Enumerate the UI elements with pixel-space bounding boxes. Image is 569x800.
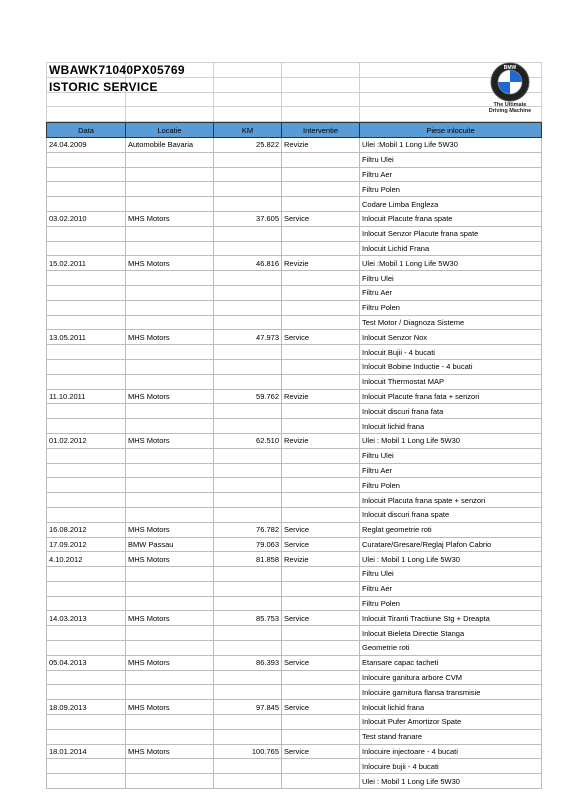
table-row	[47, 581, 542, 596]
page-title: ISTORIC SERVICE	[49, 80, 158, 94]
cell-intervention	[282, 729, 360, 744]
cell-intervention	[282, 567, 360, 582]
cell-date: 18.09.2013	[47, 700, 126, 715]
cell-parts: Inlocuit discuri frana fata	[360, 404, 542, 419]
cell-intervention	[282, 715, 360, 730]
cell-parts: Reglat geometrie roti	[360, 522, 542, 537]
cell-parts: Inlocuit Lichid Frana	[360, 241, 542, 256]
cell-location	[126, 493, 214, 508]
tagline-line-1: The Ultimate	[493, 102, 527, 108]
cell-km: 85.753	[214, 611, 282, 626]
cell-location: MHS Motors	[126, 611, 214, 626]
cell-km	[214, 626, 282, 641]
table-row	[47, 137, 542, 152]
cell-km	[214, 285, 282, 300]
table-row	[47, 522, 542, 537]
table-row	[47, 596, 542, 611]
cell-km: 47.973	[214, 330, 282, 345]
cell-parts: Inlocuire ganitura arbore CVM	[360, 670, 542, 685]
cell-parts: Filtru Aer	[360, 285, 542, 300]
cell-parts: Ulei : Mobil 1 Long Life 5W30	[360, 774, 542, 789]
table-row	[47, 167, 542, 182]
cell-parts: Test stand franare	[360, 729, 542, 744]
cell-date	[47, 241, 126, 256]
cell-km	[214, 729, 282, 744]
cell-parts: Inlocuit discuri frana spate	[360, 507, 542, 522]
cell-date	[47, 463, 126, 478]
cell-km	[214, 197, 282, 212]
cell-location: MHS Motors	[126, 256, 214, 271]
cell-date	[47, 774, 126, 789]
cell-km	[214, 641, 282, 656]
cell-intervention: Service	[282, 211, 360, 226]
cell-intervention	[282, 670, 360, 685]
cell-parts: Inlocuit Bujii - 4 bucati	[360, 345, 542, 360]
cell-parts: Filtru Polen	[360, 596, 542, 611]
cell-km: 76.782	[214, 522, 282, 537]
cell-km	[214, 715, 282, 730]
table-row	[47, 197, 542, 212]
cell-location	[126, 152, 214, 167]
table-row	[47, 285, 542, 300]
cell-location	[126, 404, 214, 419]
cell-date	[47, 641, 126, 656]
cell-location	[126, 581, 214, 596]
cell-parts: Inlocuit lichid frana	[360, 700, 542, 715]
cell-parts: Ulei : Mobil 1 Long Life 5W30	[360, 552, 542, 567]
cell-location	[126, 626, 214, 641]
table-row	[47, 256, 542, 271]
cell-location	[126, 774, 214, 789]
cell-intervention	[282, 404, 360, 419]
cell-date	[47, 182, 126, 197]
cell-location	[126, 345, 214, 360]
cell-parts: Filtru Polen	[360, 182, 542, 197]
cell-intervention	[282, 463, 360, 478]
cell-km	[214, 774, 282, 789]
cell-intervention	[282, 345, 360, 360]
cell-location	[126, 182, 214, 197]
table-row	[47, 419, 542, 434]
cell-parts: Filtru Ulei	[360, 567, 542, 582]
cell-location	[126, 729, 214, 744]
cell-intervention	[282, 685, 360, 700]
bmw-logo	[480, 62, 540, 120]
cell-km: 46.816	[214, 256, 282, 271]
table-row	[47, 404, 542, 419]
cell-parts: Ulei :Mobil 1 Long Life 5W30	[360, 137, 542, 152]
cell-location	[126, 685, 214, 700]
cell-km: 81.858	[214, 552, 282, 567]
cell-location	[126, 478, 214, 493]
cell-location	[126, 670, 214, 685]
table-row	[47, 655, 542, 670]
table-row	[47, 744, 542, 759]
cell-km: 86.393	[214, 655, 282, 670]
cell-intervention	[282, 641, 360, 656]
cell-location: MHS Motors	[126, 211, 214, 226]
cell-location	[126, 271, 214, 286]
column-header-intervention: Interventie	[282, 123, 360, 138]
cell-km	[214, 478, 282, 493]
cell-intervention	[282, 581, 360, 596]
cell-intervention	[282, 285, 360, 300]
cell-location	[126, 167, 214, 182]
cell-intervention	[282, 182, 360, 197]
table-row	[47, 182, 542, 197]
table-row	[47, 241, 542, 256]
table-row	[47, 507, 542, 522]
cell-parts: Filtru Polen	[360, 478, 542, 493]
cell-km	[214, 463, 282, 478]
table-row	[47, 448, 542, 463]
table-row	[47, 374, 542, 389]
cell-intervention: Revizie	[282, 256, 360, 271]
cell-km: 25.822	[214, 137, 282, 152]
cell-date: 16.08.2012	[47, 522, 126, 537]
cell-km	[214, 374, 282, 389]
service-table	[46, 122, 542, 789]
table-row	[47, 641, 542, 656]
table-row	[47, 271, 542, 286]
cell-date	[47, 315, 126, 330]
cell-intervention	[282, 419, 360, 434]
table-row	[47, 552, 542, 567]
cell-parts: Inlocuit Placute frana spate	[360, 211, 542, 226]
cell-km	[214, 152, 282, 167]
cell-intervention: Service	[282, 744, 360, 759]
cell-location	[126, 715, 214, 730]
cell-parts: Geometrie roti	[360, 641, 542, 656]
cell-date	[47, 285, 126, 300]
cell-intervention	[282, 493, 360, 508]
table-row	[47, 359, 542, 374]
table-row	[47, 330, 542, 345]
cell-km	[214, 226, 282, 241]
cell-date	[47, 507, 126, 522]
cell-intervention	[282, 359, 360, 374]
cell-parts: Inlocuit Tiranti Tractiune Stg + Dreapta	[360, 611, 542, 626]
cell-parts: Filtru Ulei	[360, 271, 542, 286]
tagline-line-2: Driving Machine	[488, 108, 532, 114]
cell-date: 15.02.2011	[47, 256, 126, 271]
cell-location	[126, 596, 214, 611]
cell-location: MHS Motors	[126, 330, 214, 345]
cell-location	[126, 315, 214, 330]
cell-intervention	[282, 478, 360, 493]
cell-intervention	[282, 167, 360, 182]
cell-km: 59.762	[214, 389, 282, 404]
cell-intervention: Revizie	[282, 137, 360, 152]
cell-parts: Filtru Ulei	[360, 448, 542, 463]
cell-date	[47, 596, 126, 611]
cell-date	[47, 197, 126, 212]
table-row	[47, 715, 542, 730]
cell-intervention	[282, 226, 360, 241]
cell-location	[126, 285, 214, 300]
cell-location	[126, 759, 214, 774]
cell-location: MHS Motors	[126, 389, 214, 404]
cell-location: MHS Motors	[126, 522, 214, 537]
cell-date	[47, 478, 126, 493]
vin-number: WBAWK71040PX05769	[49, 63, 185, 77]
cell-km	[214, 167, 282, 182]
cell-km	[214, 404, 282, 419]
logo-text: BMW	[503, 65, 517, 71]
table-row	[47, 300, 542, 315]
cell-intervention: Service	[282, 537, 360, 552]
table-row	[47, 729, 542, 744]
cell-date	[47, 670, 126, 685]
cell-intervention	[282, 596, 360, 611]
cell-km	[214, 359, 282, 374]
cell-km	[214, 596, 282, 611]
cell-date	[47, 581, 126, 596]
cell-km	[214, 300, 282, 315]
cell-date: 14.03.2013	[47, 611, 126, 626]
cell-location: MHS Motors	[126, 433, 214, 448]
table-row	[47, 670, 542, 685]
table-row	[47, 345, 542, 360]
cell-date	[47, 715, 126, 730]
table-row	[47, 493, 542, 508]
cell-intervention	[282, 374, 360, 389]
cell-km	[214, 182, 282, 197]
cell-location	[126, 241, 214, 256]
cell-km	[214, 670, 282, 685]
cell-intervention	[282, 626, 360, 641]
cell-location	[126, 197, 214, 212]
cell-km	[214, 345, 282, 360]
cell-date	[47, 626, 126, 641]
table-row	[47, 537, 542, 552]
cell-date: 13.05.2011	[47, 330, 126, 345]
cell-parts: Inlocuit Placuta frana spate + senzori	[360, 493, 542, 508]
cell-date	[47, 759, 126, 774]
cell-parts: Inlocuire injectoare - 4 bucati	[360, 744, 542, 759]
cell-date: 17.09.2012	[47, 537, 126, 552]
cell-parts: Inlocuit Placute frana fata + senzori	[360, 389, 542, 404]
cell-parts: Inlocuit Bieleta Directie Stanga	[360, 626, 542, 641]
cell-parts: Inlocuit Senzor Placute frana spate	[360, 226, 542, 241]
cell-date	[47, 359, 126, 374]
cell-intervention	[282, 507, 360, 522]
cell-date	[47, 493, 126, 508]
column-header-parts: Piese inlocuite	[360, 123, 542, 138]
cell-location	[126, 300, 214, 315]
cell-intervention: Service	[282, 655, 360, 670]
cell-intervention	[282, 759, 360, 774]
cell-location: BMW Passau	[126, 537, 214, 552]
table-row	[47, 759, 542, 774]
cell-parts: Inlocuit lichid frana	[360, 419, 542, 434]
cell-date: 4.10.2012	[47, 552, 126, 567]
column-header-location: Locatie	[126, 123, 214, 138]
cell-location	[126, 463, 214, 478]
cell-date: 24.04.2009	[47, 137, 126, 152]
cell-location	[126, 507, 214, 522]
service-history-sheet	[46, 62, 541, 789]
cell-km	[214, 271, 282, 286]
cell-parts: Filtru Ulei	[360, 152, 542, 167]
table-row	[47, 152, 542, 167]
table-row	[47, 433, 542, 448]
cell-km	[214, 581, 282, 596]
cell-km	[214, 315, 282, 330]
cell-location	[126, 641, 214, 656]
cell-date: 03.02.2010	[47, 211, 126, 226]
column-header-km: KM	[214, 123, 282, 138]
table-row	[47, 626, 542, 641]
cell-location	[126, 226, 214, 241]
cell-km	[214, 507, 282, 522]
table-row	[47, 315, 542, 330]
cell-intervention	[282, 241, 360, 256]
cell-km	[214, 419, 282, 434]
cell-date	[47, 152, 126, 167]
cell-date	[47, 374, 126, 389]
cell-date	[47, 226, 126, 241]
cell-parts: Curatare/Gresare/Reglaj Plafon Cabrio	[360, 537, 542, 552]
cell-intervention	[282, 271, 360, 286]
cell-date	[47, 345, 126, 360]
table-header-row	[47, 123, 542, 138]
cell-parts: Codare Limba Engleza	[360, 197, 542, 212]
cell-km: 62.510	[214, 433, 282, 448]
cell-location: Automobile Bavaria	[126, 137, 214, 152]
table-row	[47, 211, 542, 226]
cell-date	[47, 448, 126, 463]
cell-intervention: Revizie	[282, 389, 360, 404]
cell-location: MHS Motors	[126, 700, 214, 715]
cell-date	[47, 567, 126, 582]
cell-date	[47, 271, 126, 286]
cell-parts: Filtru Aer	[360, 167, 542, 182]
cell-parts: Inlocuit Pufer Amortizor Spate	[360, 715, 542, 730]
cell-km	[214, 685, 282, 700]
cell-date	[47, 300, 126, 315]
cell-km	[214, 759, 282, 774]
cell-intervention: Service	[282, 611, 360, 626]
cell-parts: Filtru Aer	[360, 463, 542, 478]
cell-km: 37.605	[214, 211, 282, 226]
table-row	[47, 774, 542, 789]
table-row	[47, 389, 542, 404]
table-row	[47, 700, 542, 715]
cell-parts: Ulei :Mobil 1 Long Life 5W30	[360, 256, 542, 271]
cell-intervention: Revizie	[282, 433, 360, 448]
cell-intervention: Revizie	[282, 552, 360, 567]
cell-parts: Inlocuire garnitura flansa transmisie	[360, 685, 542, 700]
cell-date: 01.02.2012	[47, 433, 126, 448]
cell-parts: Ulei : Mobil 1 Long Life 5W30	[360, 433, 542, 448]
cell-km	[214, 567, 282, 582]
table-row	[47, 567, 542, 582]
table-row	[47, 611, 542, 626]
cell-date	[47, 729, 126, 744]
cell-parts: Inlocuit Senzor Nox	[360, 330, 542, 345]
cell-km: 100.765	[214, 744, 282, 759]
cell-intervention: Service	[282, 330, 360, 345]
table-row	[47, 685, 542, 700]
cell-parts: Filtru Aer	[360, 581, 542, 596]
cell-date: 05.04.2013	[47, 655, 126, 670]
cell-intervention	[282, 197, 360, 212]
cell-date: 18.01.2014	[47, 744, 126, 759]
cell-location: MHS Motors	[126, 744, 214, 759]
cell-intervention	[282, 448, 360, 463]
cell-parts: Inlocuit Bobine Inductie - 4 bucati	[360, 359, 542, 374]
cell-date	[47, 404, 126, 419]
cell-date: 11.10.2011	[47, 389, 126, 404]
cell-date	[47, 685, 126, 700]
cell-location	[126, 359, 214, 374]
cell-location	[126, 567, 214, 582]
cell-intervention	[282, 152, 360, 167]
table-row	[47, 226, 542, 241]
table-row	[47, 463, 542, 478]
cell-intervention: Service	[282, 522, 360, 537]
cell-parts: Test Motor / Diagnoza Sisteme	[360, 315, 542, 330]
cell-location: MHS Motors	[126, 552, 214, 567]
cell-parts: Inlocuire bujii - 4 bucati	[360, 759, 542, 774]
cell-intervention	[282, 300, 360, 315]
service-rows	[47, 137, 542, 788]
cell-km: 79.063	[214, 537, 282, 552]
cell-location	[126, 374, 214, 389]
table-row	[47, 478, 542, 493]
cell-parts: Filtru Polen	[360, 300, 542, 315]
cell-intervention	[282, 774, 360, 789]
cell-km	[214, 493, 282, 508]
cell-intervention: Service	[282, 700, 360, 715]
bmw-roundel-icon	[490, 62, 530, 102]
column-header-date: Data	[47, 123, 126, 138]
cell-location	[126, 448, 214, 463]
cell-km	[214, 241, 282, 256]
cell-parts: Inlocuit Thermostat MAP	[360, 374, 542, 389]
cell-intervention	[282, 315, 360, 330]
cell-parts: Etansare capac tacheti	[360, 655, 542, 670]
cell-location	[126, 419, 214, 434]
cell-km: 97.845	[214, 700, 282, 715]
cell-location: MHS Motors	[126, 655, 214, 670]
cell-date	[47, 419, 126, 434]
cell-date	[47, 167, 126, 182]
cell-km	[214, 448, 282, 463]
